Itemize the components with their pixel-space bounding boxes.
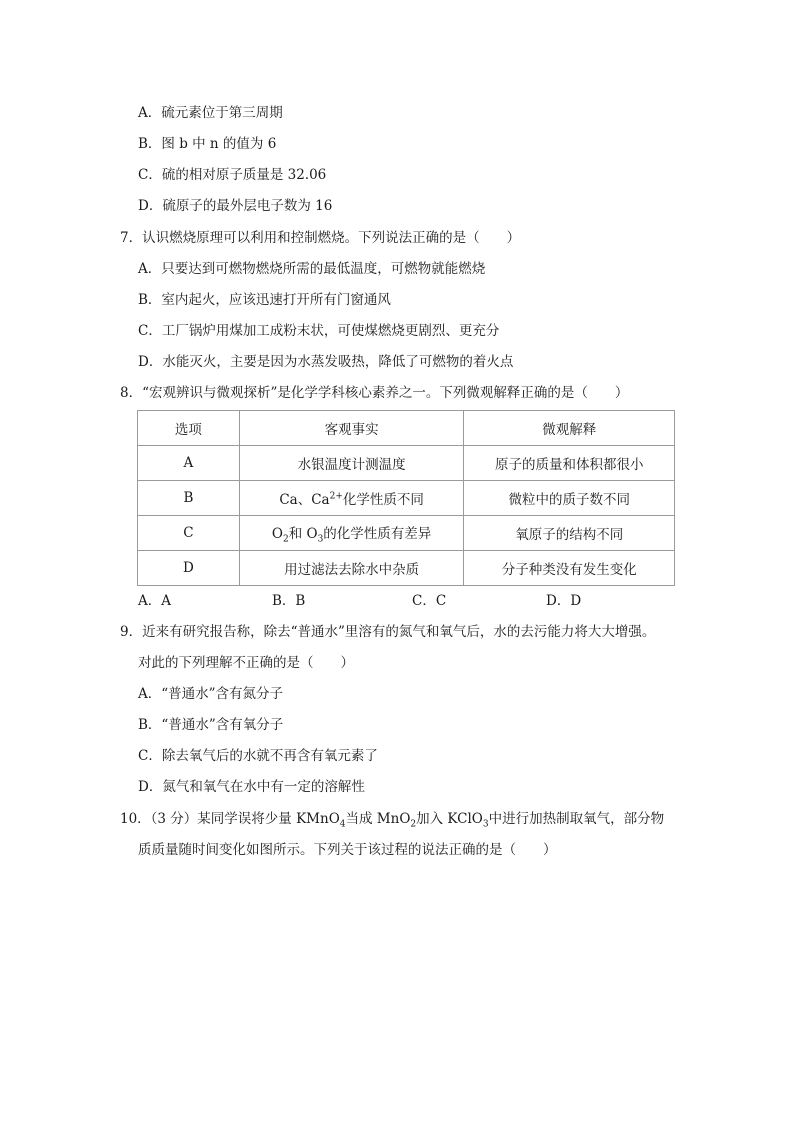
q7-option-c: C．工厂锅炉用煤加工成粉末状，可使煤燃烧更剧烈、更充分: [138, 323, 500, 339]
q9-option-c: C．除去氧气后的水就不再含有氧元素了: [138, 748, 378, 764]
row-a-explain: 原子的质量和体积都很小: [464, 446, 675, 481]
row-c-option: C: [138, 516, 240, 551]
row-c-explain: 氧原子的结构不同: [464, 516, 675, 551]
table-header-row: [138, 411, 675, 446]
q7-option-b: B．室内起火，应该迅速打开所有门窗通风: [138, 292, 391, 308]
q8-answer-d: D．D: [546, 593, 582, 609]
table-row: [138, 446, 675, 481]
q9-option-a: A．“普通水”含有氮分子: [138, 686, 284, 702]
q9-stem-line1: 9．近来有研究报告称，除去“普通水”里溶有的氮气和氧气后，水的去污能力将大大增强。: [120, 624, 656, 640]
q9-stem-line2: 对此的下列理解不正确的是（ ）: [138, 655, 354, 671]
row-b-explain: 微粒中的质子数不同: [464, 481, 675, 516]
row-b-fact: Ca、$Ca^{2+}$化学性质不同: [239, 481, 464, 516]
row-c-fact: $O_2$和 $O_3$的化学性质有差异: [239, 516, 464, 551]
row-d-option: D: [138, 551, 240, 586]
table-row: [138, 516, 675, 551]
row-b-option: B: [138, 481, 240, 516]
row-a-fact: 水银温度计测温度: [239, 446, 464, 481]
q7-stem: 7．认识燃烧原理可以利用和控制燃烧。下列说法正确的是（ ）: [120, 230, 521, 246]
q7-option-d: D．水能灭火，主要是因为水蒸发吸热，降低了可燃物的着火点: [138, 354, 514, 370]
q6-option-a: A．硫元素位于第三周期: [138, 105, 283, 121]
q7-option-a: A．只要达到可燃物燃烧所需的最低温度，可燃物就能燃烧: [138, 261, 486, 277]
q8-answer-a: A．A: [138, 593, 171, 609]
q8-answer-b: B．B: [272, 593, 306, 609]
header-option: 选项: [138, 411, 240, 446]
table-row: [138, 551, 675, 586]
row-d-explain: 分子种类没有发生变化: [464, 551, 675, 586]
q10-stem-line1: 10．（3 分）某同学误将少量 KMnO$_4$当成 MnO$_2$加入 KClO$_3$中进行加热制取氧气，部分物: [120, 811, 665, 830]
row-a-option: A: [138, 446, 240, 481]
q9-option-b: B．“普通水”含有氧分子: [138, 717, 284, 733]
q6-option-d: D．硫原子的最外层电子数为 16: [138, 198, 333, 214]
q8-stem: 8．“宏观辨识与微观探析”是化学学科核心素养之一。下列微观解释正确的是（ ）: [120, 385, 629, 401]
q8-table: [137, 410, 675, 586]
header-fact: 客观事实: [239, 411, 464, 446]
q8-answer-c: C．C: [412, 593, 447, 609]
q6-option-c: C．硫的相对原子质量是 32.06: [138, 167, 327, 183]
header-explain: 微观解释: [464, 411, 675, 446]
q6-option-b: B．图 b 中 n 的值为 6: [138, 136, 277, 152]
q10-stem-line2: 质质量随时间变化如图所示。下列关于该过程的说法正确的是（ ）: [138, 842, 557, 858]
row-d-fact: 用过滤法去除水中杂质: [239, 551, 464, 586]
q9-option-d: D．氮气和氧气在水中有一定的溶解性: [138, 779, 365, 795]
table-row: [138, 481, 675, 516]
